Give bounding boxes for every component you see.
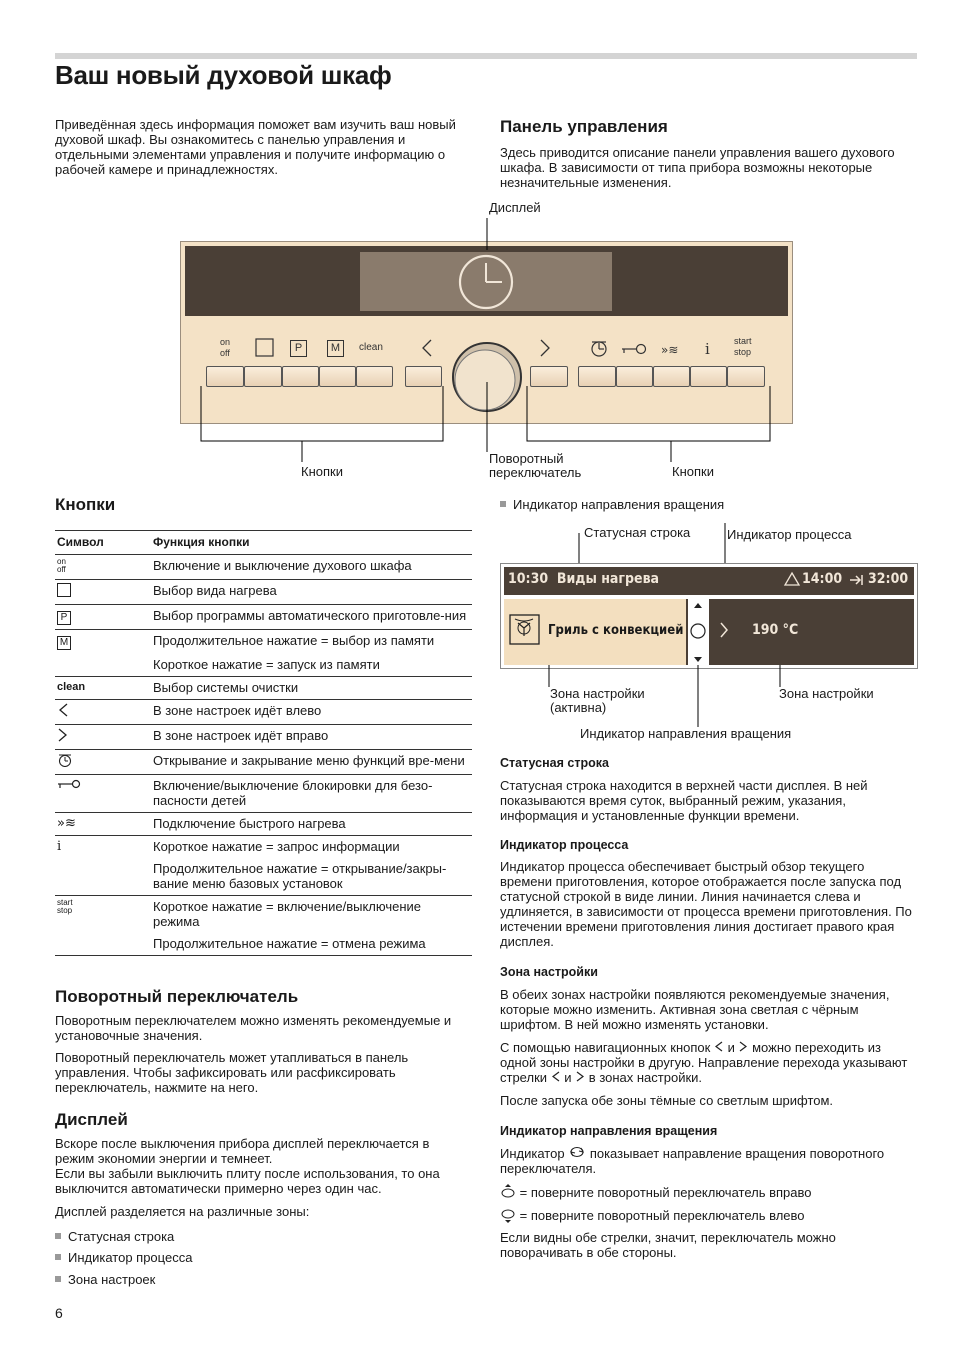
panel-button-info[interactable] [690,366,727,387]
table-row: Открывание и закрывание меню функций вре-мени [55,750,472,775]
label-process: Индикатор процесса [727,527,852,542]
status-heading: Статусная строка [500,756,609,770]
zone-text-2: С помощью навигационных кнопок и можно переходить из одной зоны настройки в другую. Направление перехода указывают стрелки и в зонах настройки. [500,1040,908,1085]
display-text-2: Если вы забыли выключить плиту после использования, то она выключится автоматически примерно через один час. [55,1166,440,1196]
knob-heading: Поворотный переключатель [55,987,299,1006]
display-bullet-2: Индикатор процесса [55,1250,192,1265]
panel-button-left[interactable] [405,366,442,387]
chevron-right-icon [738,1041,748,1052]
display-heading: Дисплей [55,1110,128,1129]
panel-button-program[interactable] [282,366,319,387]
label-zone-active-1: Зона настройки [550,686,645,701]
panel-button-clean[interactable] [356,366,393,387]
control-panel-drawing [180,200,794,485]
panel-label-off: off [220,348,230,358]
col-function: Функция кнопки [151,531,472,555]
panel-label-stop: stop [734,347,752,357]
zone-text-1: В обеих зонах настройки появляются рекомендуемые значения, которые можно изменить. Активная зона светлая с чёрным шрифтом. В ней можно изменять установки. [500,987,890,1032]
buttons-heading: Кнопки [55,495,116,514]
rotation-left-row: = поверните поворотный переключатель влево [500,1207,805,1223]
table-row: В зоне настроек идёт влево [55,700,472,725]
panel-label-m: M [327,340,344,357]
fast-heat-icon: »≋ [55,813,151,836]
buttons-table [55,530,472,956]
key-lock-icon [57,778,81,790]
clock-icon [57,753,73,767]
table-row: Включение/выключение блокировки для безо-пасности детей [55,775,472,813]
display-diagram [500,515,918,745]
zone-text-3: После запуска обе зоны тёмные со светлым шрифтом. [500,1093,834,1108]
rotation-right-row: = поверните поворотный переключатель вправо [500,1184,812,1200]
table-row: Продолжительное нажатие = отмена режима [55,933,472,956]
process-text: Индикатор процесса обеспечивает быстрый обзор текущего времени приготовления, которое отображается после запуска под статусной строкой в виде линии. Линия начинается слева и удлиняется, в зависимости от процесса времени приготовления. По истечении времени приготовления линия достигает правого края дисплея. [500,859,912,949]
heating-mode-icon [57,583,71,597]
info-icon: i [55,836,151,859]
panel-label-clean: clean [359,342,383,353]
table-row: В зоне настроек идёт вправо [55,725,472,750]
header-rule [55,53,917,59]
table-row: start stop Короткое нажатие = включение/выключение режима [55,896,472,934]
panel-label-i: i [705,340,710,358]
process-heading: Индикатор процесса [500,838,629,852]
panel-button-on-off[interactable] [206,366,244,387]
table-row: »≋ Подключение быстрого нагрева [55,813,472,836]
label-buttons-left: Кнопки [301,464,343,479]
label-knob-1: Поворотный [489,451,564,466]
panel-button-heating[interactable] [244,366,282,387]
table-row: on off Включение и выключение духового шкафа [55,555,472,580]
display-text-3: Дисплей разделяется на различные зоны: [55,1204,310,1219]
panel-text: Здесь приводится описание панели управления вашего духового шкафа. В зависимости от типа прибора возможны некоторые незначительные изменения. [500,145,895,190]
chevron-left-icon [551,1071,561,1082]
panel-button-memory[interactable] [319,366,356,387]
table-row: clean Выбор системы очистки [55,677,472,700]
page-number: 6 [55,1305,63,1321]
display-bullet-3: Зона настроек [55,1272,155,1287]
start-stop-icon: start stop [57,898,73,915]
svg-text:»≋: »≋ [661,343,679,357]
label-rotation: Индикатор направления вращения [580,726,792,741]
panel-label-on: on [220,337,231,347]
rotation-both-icon [568,1146,586,1158]
display-mode: Гриль с конвекцией [548,623,684,638]
label-buttons-right: Кнопки [672,464,714,479]
panel-label-start: start [734,336,752,346]
clean-icon: clean [55,677,151,700]
rotate-right-icon [500,1184,516,1200]
chevron-left-icon [714,1041,724,1052]
panel-button-lock[interactable] [616,366,653,387]
table-row: Короткое нажатие = запуск из памяти [153,657,380,672]
table-row: M Продолжительное нажатие = выбор из памяти [55,630,472,655]
panel-button-fastheat[interactable] [653,366,690,387]
rotation-text-1: Индикатор показывает направление вращения поворотного переключателя. [500,1146,885,1176]
chevron-right-icon [575,1071,585,1082]
panel-button-start-stop[interactable] [727,366,765,387]
table-row: i Короткое нажатие = запрос информации [55,836,472,859]
control-panel-figure [180,200,794,485]
knob-text-1: Поворотным переключателем можно изменять рекомендуемые и установочные значения. [55,1013,452,1043]
display-status: 10:30 Виды нагрева [508,571,660,587]
chevron-right-icon [57,728,69,742]
knob-text-2: Поворотный переключатель может утапливаться в панель управления. Чтобы зафиксировать или расфиксировать переключатель, нажмите на него. [55,1050,409,1095]
label-knob-2: переключатель [489,465,582,480]
panel-label-p: P [290,340,307,357]
display-bullet-1: Статусная строка [55,1229,174,1244]
label-zone: Зона настройки [779,686,874,701]
table-row: Продолжительное нажатие = открывание/закры-вание меню базовых установок [153,861,447,891]
status-text: Статусная строка находится в верхней части дисплея. В ней показываются время суток, выбранный режим, указания, информация и установленные функции времени. [500,778,868,823]
label-zone-active-2: (активна) [550,700,607,715]
label-status-line: Статусная строка [584,525,691,540]
page-title: Ваш новый духовой шкаф [55,60,392,90]
intro-text: Приведённая здесь информация поможет вам изучить ваш новый духовой шкаф. Вы ознакомитесь с панелью управления и отдельными элементами управления и получите информацию о рабочей камере и принадлежностях. [55,117,456,177]
display-timer: 14:00 [802,571,843,587]
display-temp: 190 °C [752,622,799,638]
display-text-1: Вскоре после выключения прибора дисплей переключается в режим экономии энергии и темнеет. [55,1136,430,1166]
panel-heading: Панель управления [500,117,668,136]
panel-button-time[interactable] [578,366,616,387]
program-p-icon: P [57,611,71,625]
rotation-bullet: Индикатор направления вращения [500,497,724,512]
chevron-left-icon [57,703,69,717]
label-display: Дисплей [489,200,541,215]
rotation-text-both: Если видны обе стрелки, значит, переключатель можно поворачивать в обе стороны. [500,1230,836,1260]
on-off-icon: on off [57,557,66,574]
table-row: P Выбор программы автоматического приготовле-ния [55,605,472,630]
memory-m-icon: M [57,636,71,650]
col-symbol: Символ [55,531,151,555]
display-duration: 32:00 [868,571,909,587]
table-row: Выбор вида нагрева [55,580,472,605]
rotate-left-icon [500,1207,516,1223]
zone-heading: Зона настройки [500,965,598,979]
rotation-heading: Индикатор направления вращения [500,1124,718,1138]
panel-button-right[interactable] [530,366,568,387]
